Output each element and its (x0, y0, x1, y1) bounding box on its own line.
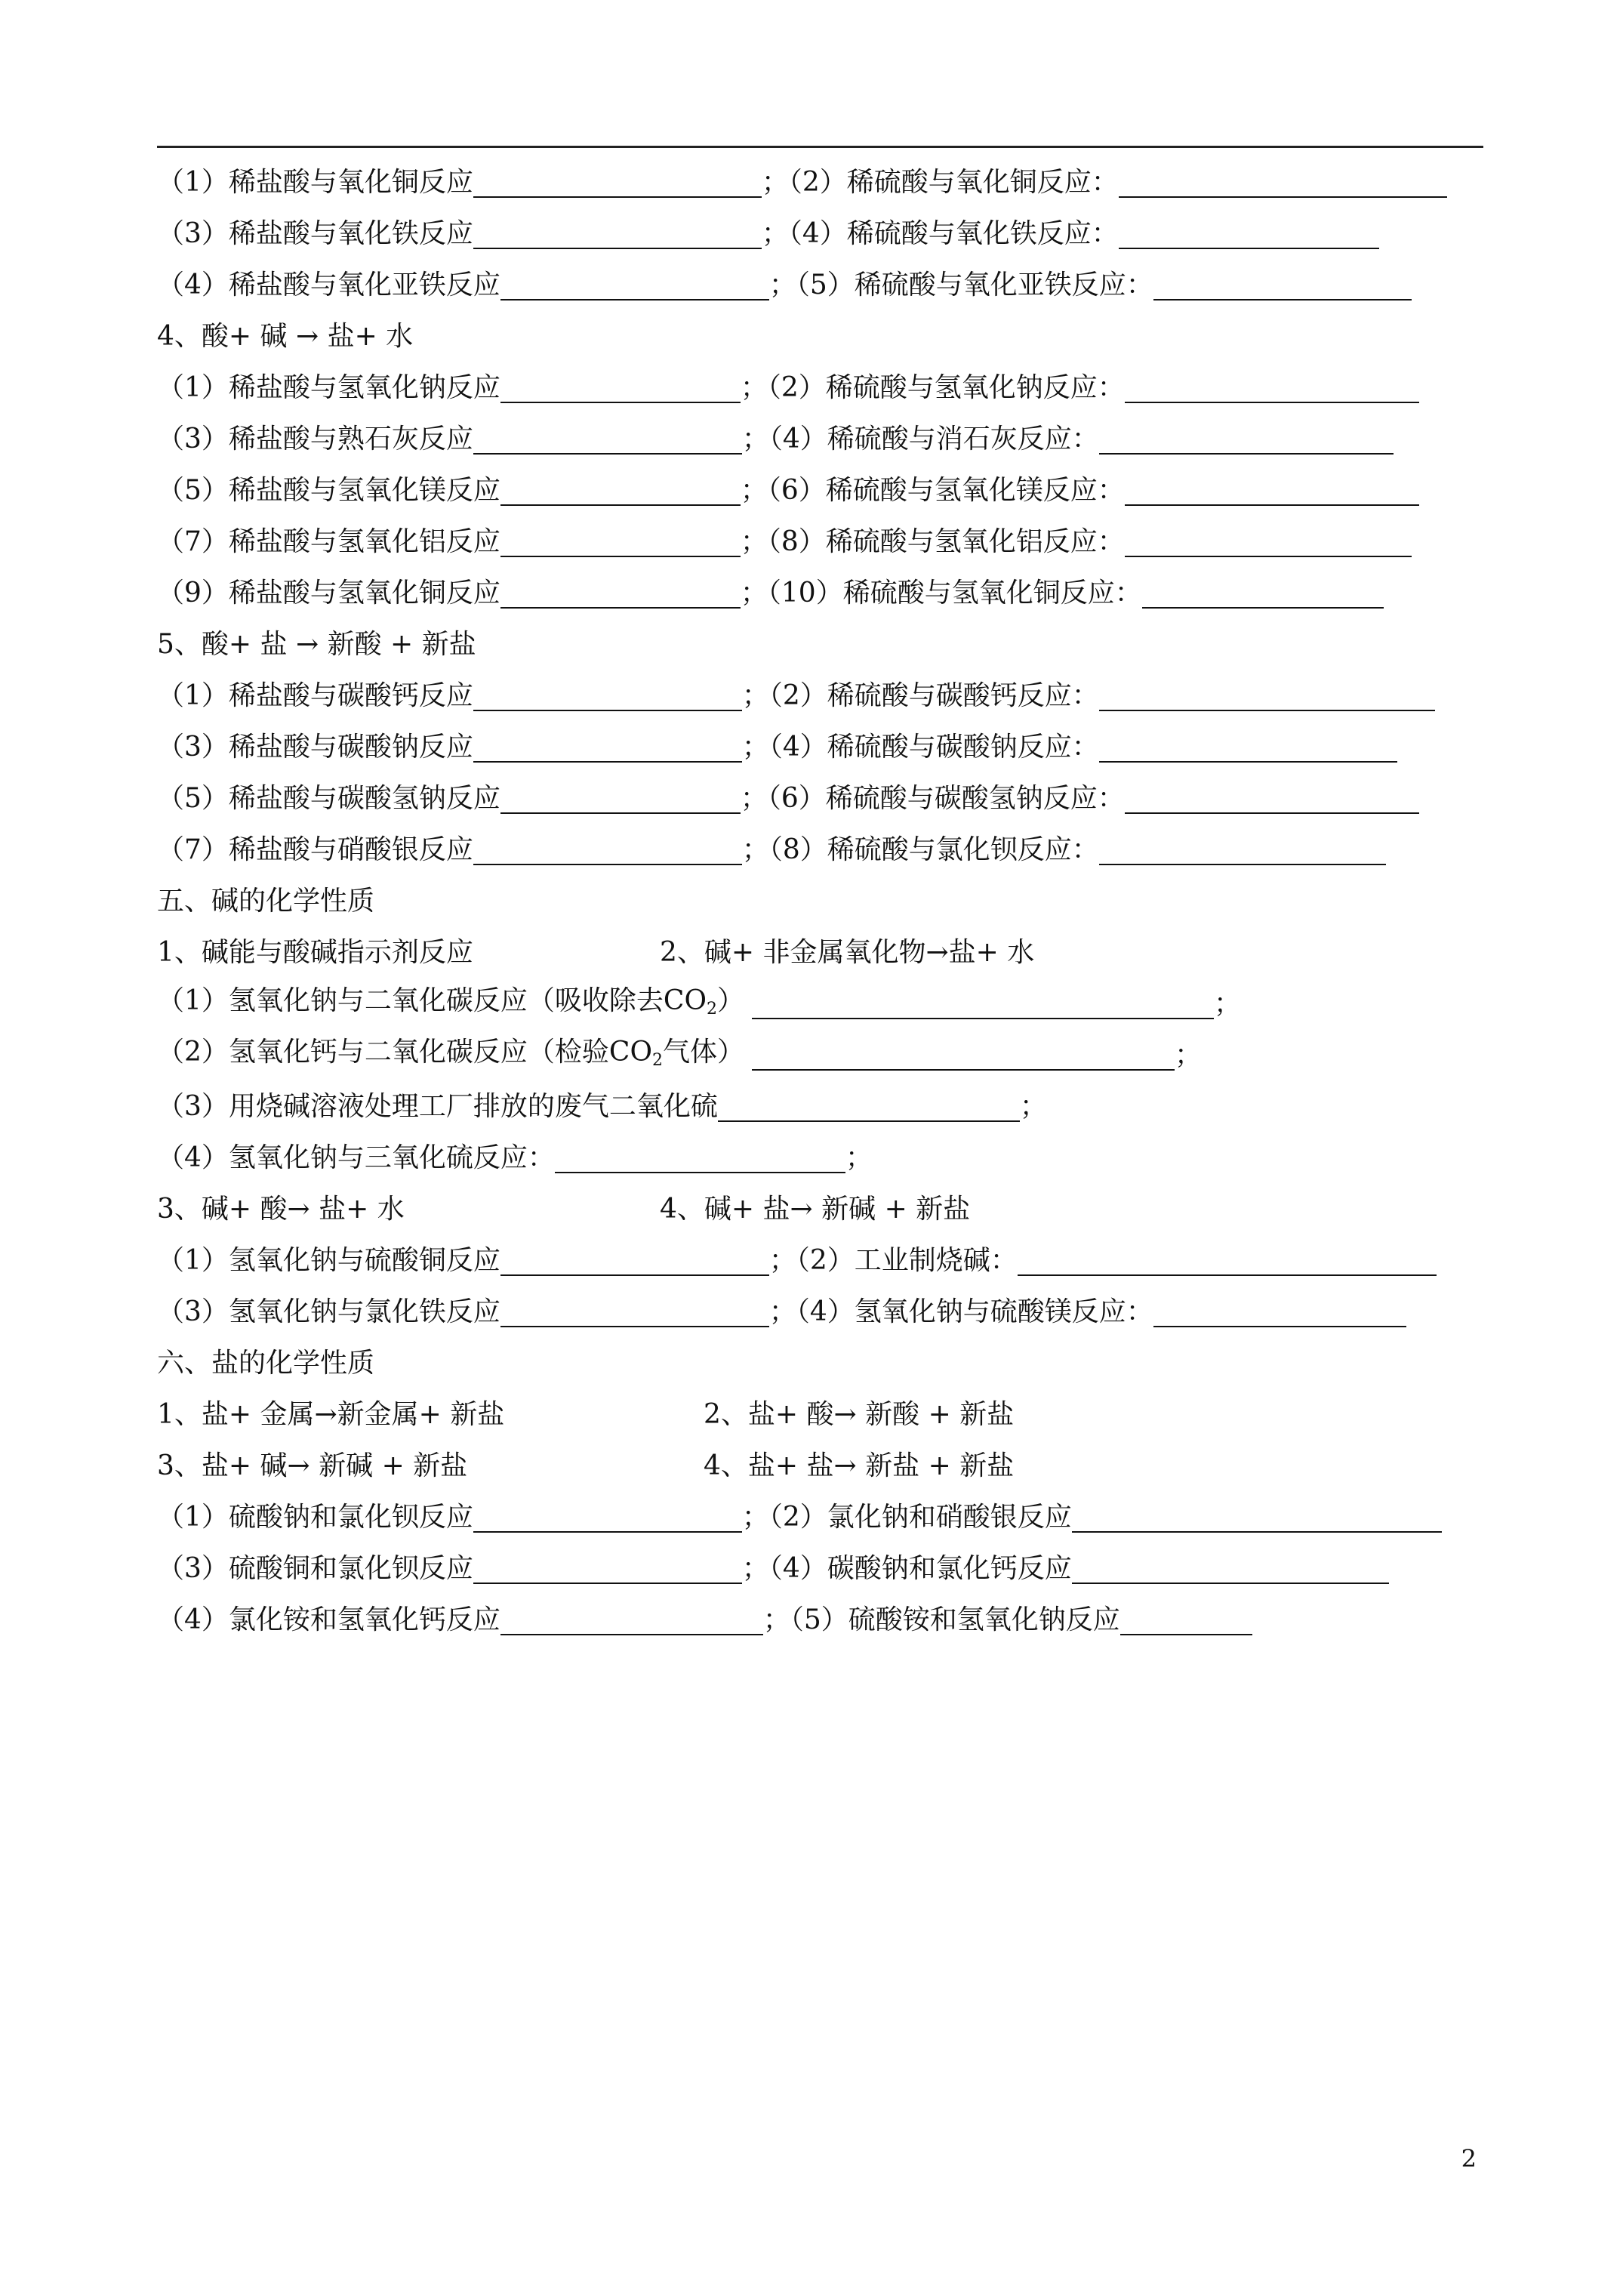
worksheet-line (157, 1022, 1202, 1074)
question-text: （5）稀盐酸与碳酸氢钠反应 (157, 783, 500, 814)
worksheet-line (157, 252, 1412, 304)
question-text: （9）稀盐酸与氢氧化铜反应 (157, 578, 500, 609)
question-text: （1）硫酸钠和氯化钡反应 (157, 1502, 473, 1533)
question-text: （3）稀盐酸与熟石灰反应 (157, 424, 473, 455)
answer-blank[interactable] (1072, 1531, 1442, 1533)
question-text-main: （1）氢氧化钠与二氧化碳反应（吸收除去CO (157, 985, 707, 1016)
heading-text: 5、酸+ 盐 → 新酸 + 新盐 (157, 629, 476, 660)
answer-blank[interactable] (1018, 1274, 1437, 1276)
answer-blank[interactable] (752, 1018, 1214, 1019)
question-text: （1）氢氧化钠与硫酸铜反应 (157, 1245, 500, 1276)
question-text: ；（6）稀硫酸与碳酸氢钠反应： (740, 783, 1125, 814)
worksheet-line (157, 1536, 1389, 1587)
answer-blank[interactable] (555, 1172, 845, 1173)
answer-blank[interactable] (500, 556, 741, 557)
property-text: 3、碱+ 酸→ 盐+ 水 (157, 1194, 405, 1225)
question-text: （4）氯化铵和氢氧化钙反应 (157, 1604, 500, 1635)
question-text: （7）稀盐酸与硝酸银反应 (157, 834, 473, 865)
question-text: （3）氢氧化钠与氯化铁反应 (157, 1296, 500, 1327)
question-text: ；（4）氢氧化钠与硫酸镁反应： (768, 1296, 1153, 1327)
worksheet-line (157, 1587, 1252, 1638)
answer-blank[interactable] (1099, 864, 1386, 865)
question-text: ；（10）稀硫酸与氢氧化铜反应： (740, 578, 1142, 609)
question-text-end: ） (716, 985, 744, 1016)
question-text: （3）用烧碱溶液处理工厂排放的废气二氧化硫 (157, 1091, 718, 1122)
worksheet-line (157, 817, 1386, 868)
heading-text: 六、盐的化学性质 (157, 1348, 375, 1379)
worksheet-line (157, 355, 1419, 406)
section-heading (157, 868, 374, 920)
worksheet-line (157, 201, 1379, 252)
property-text: 4、碱+ 盐→ 新碱 + 新盐 (660, 1194, 971, 1225)
answer-blank[interactable] (500, 1634, 763, 1635)
question-text: ；（2）工业制烧碱： (768, 1245, 1018, 1276)
question-text: ；（4）稀硫酸与碳酸钠反应： (741, 732, 1099, 763)
answer-blank[interactable] (473, 196, 762, 198)
answer-blank[interactable] (473, 710, 742, 711)
worksheet-line (157, 766, 1419, 817)
question-text: （5）稀盐酸与氢氧化镁反应 (157, 475, 500, 506)
property-text: 2、盐+ 酸→ 新酸 + 新盐 (704, 1399, 1015, 1430)
answer-blank[interactable] (500, 299, 769, 300)
question-text: （1）稀盐酸与氢氧化钠反应 (157, 372, 500, 403)
property-line (157, 1176, 970, 1228)
answer-blank[interactable] (1099, 453, 1394, 455)
question-text: ；（2）稀硫酸与氧化铜反应： (761, 167, 1119, 198)
question-text: （4）氢氧化钠与三氧化硫反应： (157, 1142, 555, 1173)
answer-blank[interactable] (500, 402, 741, 403)
answer-blank[interactable] (500, 504, 741, 506)
answer-blank[interactable] (1119, 196, 1447, 198)
answer-blank[interactable] (473, 453, 742, 455)
answer-blank[interactable] (1072, 1583, 1389, 1584)
answer-blank[interactable] (500, 1326, 769, 1327)
worksheet-line (157, 458, 1419, 509)
answer-blank[interactable] (1099, 710, 1435, 711)
page-number: 2 (1461, 2144, 1477, 2173)
answer-blank[interactable] (500, 607, 741, 609)
question-text: （3）稀盐酸与碳酸钠反应 (157, 732, 473, 763)
section-heading (157, 1330, 374, 1382)
worksheet-line (157, 406, 1394, 458)
section-heading (157, 304, 413, 355)
answer-blank[interactable] (1142, 607, 1384, 609)
worksheet-line (157, 714, 1397, 766)
question-text: ； (1019, 1091, 1047, 1122)
question-text: ；（4）碳酸钠和氯化钙反应 (741, 1553, 1072, 1584)
question-text: ；（2）氯化钠和硝酸银反应 (741, 1502, 1072, 1533)
answer-blank[interactable] (473, 761, 742, 763)
worksheet-line (157, 1279, 1406, 1330)
question-text: （7）稀盐酸与氢氧化铝反应 (157, 526, 500, 557)
question-text: （3）稀盐酸与氧化铁反应 (157, 218, 473, 249)
question-text: ；（5）硫酸铵和氢氧化钠反应 (762, 1604, 1120, 1635)
answer-blank[interactable] (1125, 812, 1419, 814)
question-text: ；（8）稀硫酸与氢氧化铝反应： (740, 526, 1125, 557)
property-line (157, 920, 1034, 971)
answer-blank[interactable] (473, 1531, 742, 1533)
answer-blank[interactable] (1099, 761, 1397, 763)
answer-blank[interactable] (718, 1120, 1020, 1122)
question-text: ；（2）稀硫酸与碳酸钙反应： (741, 680, 1099, 711)
question-text: ；（6）稀硫酸与氢氧化镁反应： (740, 475, 1125, 506)
question-text (157, 985, 744, 1022)
question-text: ；（5）稀硫酸与氧化亚铁反应： (768, 270, 1153, 300)
answer-blank[interactable] (500, 1274, 769, 1276)
question-text: ；（4）稀硫酸与消石灰反应： (741, 424, 1099, 455)
answer-blank[interactable] (1120, 1634, 1252, 1635)
question-text: ； (845, 1142, 873, 1173)
answer-blank[interactable] (1153, 1326, 1406, 1327)
answer-blank[interactable] (1153, 299, 1412, 300)
worksheet-line (157, 149, 1447, 201)
answer-blank[interactable] (500, 812, 741, 814)
question-text: （1）稀盐酸与氧化铜反应 (157, 167, 473, 198)
answer-blank[interactable] (1125, 402, 1419, 403)
question-text: （3）硫酸铜和氯化钡反应 (157, 1553, 473, 1584)
worksheet-line (157, 971, 1241, 1022)
worksheet-line (157, 509, 1412, 560)
question-text: ； (1213, 988, 1241, 1019)
worksheet-line (157, 1228, 1437, 1279)
question-text (157, 1039, 744, 1074)
worksheet-line (157, 1125, 873, 1176)
section-heading (157, 612, 476, 663)
property-line (157, 1433, 1014, 1484)
question-text: （4）稀盐酸与氧化亚铁反应 (157, 270, 500, 300)
answer-blank[interactable] (1125, 504, 1419, 506)
question-text: ；（8）稀硫酸与氯化钡反应： (741, 834, 1099, 865)
question-text: ； (1174, 1040, 1202, 1071)
heading-text: 五、碱的化学性质 (157, 886, 375, 917)
property-text: 2、碱+ 非金属氧化物→盐+ 水 (660, 937, 1035, 968)
subscript: 2 (651, 1051, 663, 1070)
answer-blank[interactable] (1125, 556, 1412, 557)
answer-blank[interactable] (1119, 248, 1379, 249)
subscript: 2 (706, 1000, 717, 1019)
property-text: 1、盐+ 金属→新金属+ 新盐 (157, 1399, 505, 1430)
question-text: ；（4）稀硫酸与氧化铁反应： (761, 218, 1119, 249)
property-text: 1、碱能与酸碱指示剂反应 (157, 937, 473, 968)
answer-blank[interactable] (473, 1583, 742, 1584)
heading-text: 4、酸+ 碱 → 盐+ 水 (157, 321, 414, 352)
answer-blank[interactable] (752, 1069, 1175, 1071)
worksheet-line (157, 1484, 1442, 1536)
worksheet-line (157, 560, 1384, 612)
worksheet-line (157, 663, 1435, 714)
answer-blank[interactable] (473, 864, 742, 865)
question-text-main: （2）氢氧化钙与二氧化碳反应（检验CO (157, 1037, 652, 1068)
property-text: 3、盐+ 碱→ 新碱 + 新盐 (157, 1450, 468, 1481)
question-text: （1）稀盐酸与碳酸钙反应 (157, 680, 473, 711)
header-rule (157, 146, 1483, 148)
worksheet-line (157, 1074, 1047, 1125)
property-text: 4、盐+ 盐→ 新盐 + 新盐 (704, 1450, 1015, 1481)
answer-blank[interactable] (473, 248, 762, 249)
question-text-end: 气体） (662, 1037, 744, 1068)
property-line (157, 1382, 1014, 1433)
question-text: ；（2）稀硫酸与氢氧化钠反应： (740, 372, 1125, 403)
